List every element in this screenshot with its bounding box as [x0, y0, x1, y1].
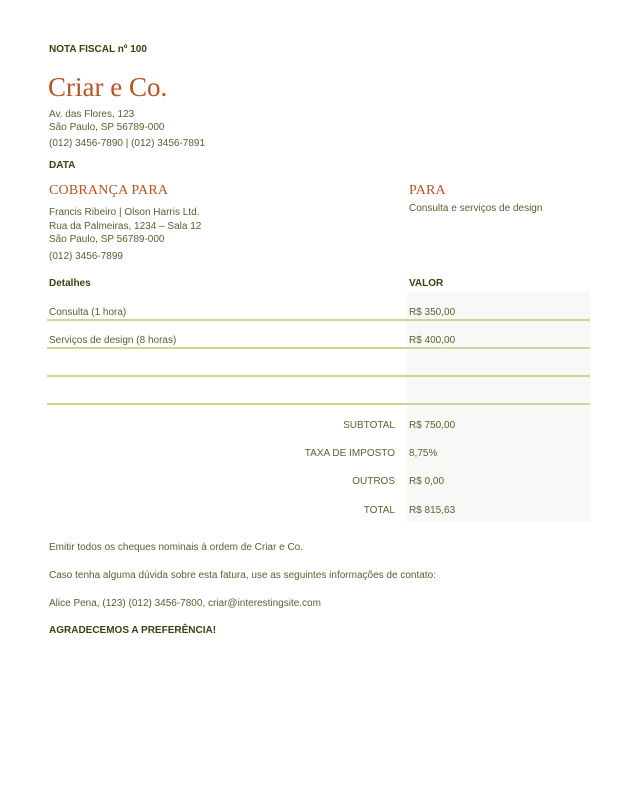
- company-phones: (012) 3456-7890 | (012) 3456-7891: [49, 138, 206, 149]
- other-label: OUTROS: [352, 476, 395, 487]
- bill-to-name: Francis Ribeiro | Olson Harris Ltd.: [49, 207, 200, 218]
- tax-rate-value: 8,75%: [409, 448, 438, 459]
- questions-note: Caso tenha alguma dúvida sobre esta fatura, use as seguintes informações de contato:: [49, 570, 436, 581]
- other-value: R$ 0,00: [409, 476, 445, 487]
- row-divider: [47, 319, 590, 321]
- row-details: Serviços de design (8 horas): [49, 335, 177, 346]
- date-label: DATA: [49, 160, 76, 171]
- bill-to-address-line2: São Paulo, SP 56789-000: [49, 234, 165, 245]
- total-label: TOTAL: [363, 505, 395, 516]
- bill-to-heading: COBRANÇA PARA: [49, 183, 169, 198]
- company-address-line2: São Paulo, SP 56789-000: [49, 122, 165, 133]
- tax-rate-label: TAXA DE IMPOSTO: [304, 448, 395, 459]
- row-amount: R$ 350,00: [409, 307, 456, 318]
- row-divider: [47, 403, 590, 405]
- company-name: Criar e Co.: [48, 72, 168, 102]
- bill-to-phone: (012) 3456-7899: [49, 251, 123, 262]
- row-amount: R$ 400,00: [409, 335, 456, 346]
- subtotal-label: SUBTOTAL: [343, 420, 395, 431]
- amount-column-header: VALOR: [409, 278, 444, 289]
- total-value: R$ 815,63: [409, 505, 456, 516]
- row-divider: [47, 347, 590, 349]
- for-heading: PARA: [409, 183, 446, 198]
- details-column-header: Detalhes: [49, 278, 91, 289]
- row-divider: [47, 375, 590, 377]
- company-address-line1: Av. das Flores, 123: [49, 109, 135, 120]
- bill-to-address-line1: Rua da Palmeiras, 1234 – Sala 12: [49, 221, 202, 232]
- subtotal-value: R$ 750,00: [409, 420, 456, 431]
- thank-you-message: AGRADECEMOS A PREFERÊNCIA!: [49, 625, 217, 636]
- for-description: Consulta e serviços de design: [409, 203, 543, 214]
- row-details: Consulta (1 hora): [49, 307, 127, 318]
- contact-info: Alice Pena, (123) (012) 3456-7800, criar@interestingsite.com: [49, 598, 321, 609]
- checks-note: Emitir todos os cheques nominais à ordem de Criar e Co.: [49, 542, 304, 553]
- invoice-number: NOTA FISCAL nº 100: [49, 44, 147, 55]
